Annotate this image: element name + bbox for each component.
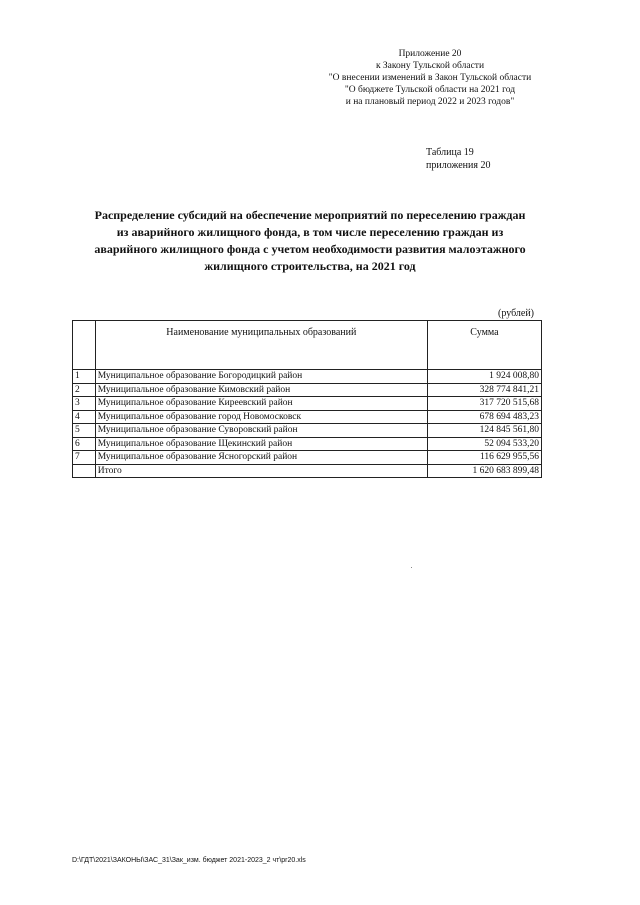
table-row (73, 370, 542, 384)
row-number: 2 (73, 383, 96, 397)
row-name: Муниципальное образование Киреевский район (95, 397, 427, 411)
table-row (73, 451, 542, 465)
footer-file-path: D:\ГДТ\2021\ЗАКОНЫ\ЗАС_31\Зак_изм. бюджет 2021-2023_2 чт\pr20.xls (72, 857, 306, 864)
header-name: Наименование муниципальных образований (95, 321, 427, 370)
row-sum: 124 845 561,80 (427, 424, 541, 438)
title-line-3: аварийного жилищного фонда с учетом необходимости развития малоэтажного (94, 242, 526, 256)
table-number: Таблица 19 (426, 147, 474, 158)
table-row (73, 383, 542, 397)
row-number: 7 (73, 451, 96, 465)
appendix-header (300, 48, 560, 108)
title-line-1: Распределение субсидий на обеспечение мероприятий по переселению граждан (94, 208, 526, 222)
title-line-4: жилищного строительства, на 2021 год (204, 259, 416, 273)
total-number (73, 464, 96, 478)
row-name: Муниципальное образование город Новомосковск (95, 410, 427, 424)
table-appendix: приложения 20 (426, 160, 491, 171)
row-name: Муниципальное образование Кимовский район (95, 383, 427, 397)
row-sum: 52 094 533,20 (427, 437, 541, 451)
subsidy-table (72, 320, 542, 478)
page-title (60, 207, 560, 275)
table-row (73, 397, 542, 411)
row-sum: 1 924 008,80 (427, 370, 541, 384)
appendix-law-title-2: "О бюджете Тульской области на 2021 год (344, 85, 516, 95)
total-row (73, 464, 542, 478)
row-number: 6 (73, 437, 96, 451)
appendix-law-title-3: и на плановый период 2022 и 2023 годов" (345, 97, 515, 107)
table-row (73, 424, 542, 438)
row-number: 3 (73, 397, 96, 411)
row-name: Муниципальное образование Ясногорский район (95, 451, 427, 465)
scan-speck (411, 567, 412, 568)
title-line-2: из аварийного жилищного фонда, в том числе переселению граждан из (116, 225, 504, 239)
row-number: 4 (73, 410, 96, 424)
table-row (73, 437, 542, 451)
row-sum: 317 720 515,68 (427, 397, 541, 411)
table-row (73, 410, 542, 424)
row-sum: 678 694 483,23 (427, 410, 541, 424)
row-name: Муниципальное образование Богородицкий район (95, 370, 427, 384)
units-label: (рублей) (498, 308, 535, 319)
header-number (73, 321, 96, 370)
appendix-number: Приложение 20 (398, 49, 462, 59)
row-name: Муниципальное образование Щекинский район (95, 437, 427, 451)
total-sum: 1 620 683 899,48 (427, 464, 541, 478)
row-sum: 116 629 955,56 (427, 451, 541, 465)
row-sum: 328 774 841,21 (427, 383, 541, 397)
row-name: Муниципальное образование Суворовский район (95, 424, 427, 438)
appendix-law-title-1: "О внесении изменений в Закон Тульской области (328, 73, 532, 83)
appendix-law-ref: к Закону Тульской области (375, 61, 485, 71)
table-reference (426, 146, 490, 172)
row-number: 1 (73, 370, 96, 384)
table-header-row (73, 321, 542, 370)
row-number: 5 (73, 424, 96, 438)
header-sum: Сумма (427, 321, 541, 370)
total-label: Итого (95, 464, 427, 478)
